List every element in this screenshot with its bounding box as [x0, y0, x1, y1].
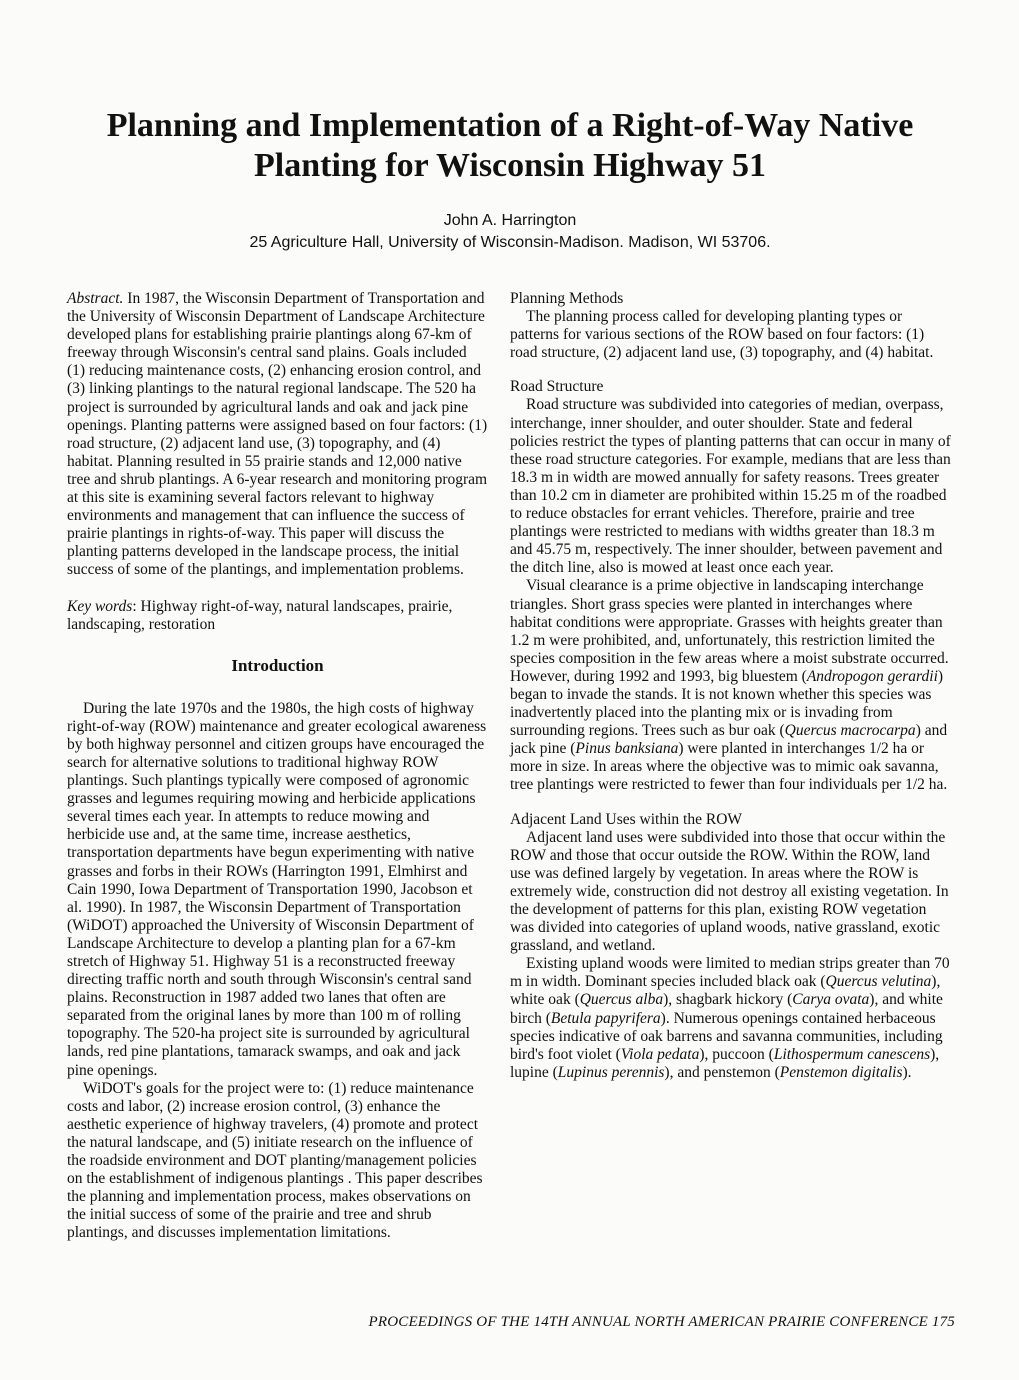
keywords-label: Key words [67, 597, 133, 615]
adjacent-land-heading: Adjacent Land Uses within the ROW [510, 810, 743, 828]
right-column [510, 290, 952, 1082]
text-run: Visual clearance is a prime objective in landscaping interchange triangles. Short grass species were planted in interchanges where habitat conditions were appropriate. Grasses with heights greater than 1.2 m were prohibited, and, unfortunately, this restriction limited the species composition in the few areas where a moist substrate occurred. However, during 1992 and 1993, big bluestem ( [510, 577, 949, 685]
abstract [67, 290, 488, 580]
species-name: Quercus alba [579, 991, 664, 1009]
species-name: Viola pedata [620, 1045, 700, 1063]
planning-methods-heading: Planning Methods [510, 290, 624, 307]
text-run: ) began to invade the stands. It is not known whether this species was inadvertently placed into the planting mix or is invading from surrounding regions. Trees such as bur oak ( [510, 667, 944, 740]
title-line-1: Planning and Implementation of a Right-of-Way Native [106, 107, 914, 144]
author-name: John A. Harrington [443, 212, 577, 229]
text-run: ), white oak ( [510, 973, 941, 1009]
species-name: Pinus banksiana [575, 740, 679, 758]
author-block [120, 210, 900, 254]
adjacent-land-paragraph-2 [510, 955, 952, 1082]
text-run: ), and white birch ( [510, 991, 943, 1027]
text-run: ) were planted in interchanges 1/2 ha or more in size. In areas where the objective was to mimic oak savanna, tree plantings were restricted to fewer than four individuals per 1/2 ha. [510, 740, 948, 794]
keywords-text: : Highway right-of-way, natural landscapes, prairie, landscaping, restoration [67, 597, 453, 633]
text-run: Existing upland woods were limited to median strips greater than 70 m in width. Dominant species included black oak ( [510, 955, 950, 991]
adjacent-land-paragraph-1: Adjacent land uses were subdivided into those that occur within the ROW and those that occur outside the ROW. Within the ROW, land use was defined largely by vegetation. In areas where the ROW is extremely wide, construction did not destroy all existing vegetation. In the development of patterns for this plan, existing ROW vegetation was divided into categories of upland woods, native grassland, exotic grassland, and wetland. [510, 828, 949, 955]
paper-title [60, 106, 960, 186]
abstract-text: In 1987, the Wisconsin Department of Transportation and the University of Wisconsin Department of Landscape Architecture developed plans for establishing prairie plantings along 67-km of freeway through Wisconsin's central sand plains. Goals included (1) reducing maintenance costs, (2) enhancing erosion control, and (3) linking plantings to the natural regional landscape. The 520 ha project is surrounded by agricultural lands and oak and jack pine openings. Planting patterns were assigned based on four factors: (1) road structure, (2) adjacent land use, (3) topography, and (4) habitat. Planning resulted in 55 prairie stands and 12,000 native tree and shrub plantings. A 6-year research and monitoring program at this site is examining several factors relevant to highway environments and management that can influence the success of prairie plantings in rights-of-way. This paper will discuss the planting patterns developed in the landscape process, the initial success of some of the plantings, and implementation problems. [67, 290, 488, 579]
road-structure-paragraph-2 [510, 577, 952, 794]
species-name: Andropogon gerardii [806, 667, 938, 685]
text-run: ), shagbark hickory ( [663, 991, 793, 1009]
species-name: Betula papyrifera [550, 1009, 661, 1027]
text-run: ). [902, 1063, 912, 1081]
road-structure-paragraph-1: Road structure was subdivided into categories of median, overpass, interchange, inner shoulder, and outer shoulder. State and federal policies restrict the types of planting patterns that can occur in many of these road structure categories. For example, medians that are less than 18.3 m in width are mowed annually for safety reasons. Trees greater than 10.2 cm in diameter are prohibited within 15.25 m of the roadbed to reduce obstacles for errant vehicles. Therefore, prairie and tree plantings were restricted to medians with widths greater than 18.3 m and 45.75 m, respectively. The inner shoulder, between pavement and the ditch line, also is mowed at least once each year. [510, 396, 951, 577]
page-footer: PROCEEDINGS OF THE 14TH ANNUAL NORTH AMERICAN PRAIRIE CONFERENCE 175 [368, 1314, 955, 1330]
introduction-heading: Introduction [231, 655, 324, 675]
text-run: ) and jack pine ( [510, 722, 948, 758]
road-structure-heading: Road Structure [510, 378, 604, 396]
species-name: Quercus velutina [825, 973, 932, 991]
text-run: ). Numerous openings contained herbaceous species indicative of oak barrens and savanna communities, including bird's foot violet ( [510, 1009, 943, 1063]
left-column [67, 290, 488, 1243]
species-name: Lupinus perennis [557, 1063, 665, 1081]
abstract-label: Abstract. [67, 290, 124, 307]
title-line-2: Planting for Wisconsin Highway 51 [254, 147, 766, 184]
introduction-paragraph-1: During the late 1970s and the 1980s, the high costs of highway right-of-way (ROW) maintenance and greater ecological awareness by both highway personnel and citizen groups have encouraged the search for alternative solutions to traditional highway ROW plantings. Such plantings typically were composed of agronomic grasses and legumes requiring mowing and herbicide applications several times each year. In attempts to reduce mowing and herbicide use and, at the same time, increase aesthetics, transportation departments have begun experimenting with native grasses and forbs in their ROWs (Harrington 1991, Elmhirst and Cain 1990, Iowa Department of Transportation 1990, Jacobson et al. 1990). In 1987, the Wisconsin Department of Transportation (WiDOT) approached the University of Wisconsin Department of Landscape Architecture to develop a planting plan for a 67-km stretch of Highway 51. Highway 51 is a reconstructed freeway directing traffic north and south through Wisconsin's central sand plains. Reconstruction in 1987 added two lanes that often are separated from the original lanes by more than 100 m of rolling topography. The 520-ha project site is surrounded by agricultural lands, red pine plantations, tamarack swamps, and oak and jack pine openings. [67, 699, 487, 1079]
keywords [67, 598, 488, 634]
species-name: Carya ovata [792, 991, 870, 1009]
species-name: Penstemon digitalis [779, 1063, 903, 1081]
text-run: ), lupine ( [510, 1045, 940, 1081]
planning-methods-paragraph: The planning process called for developing planting types or patterns for various sections of the ROW based on four factors: (1) road structure, (2) adjacent land use, (3) topography, and (4) habitat. [510, 308, 934, 362]
species-name: Quercus macrocarpa [784, 722, 916, 740]
text-run: ), and penstemon ( [664, 1063, 780, 1081]
author-affiliation: 25 Agriculture Hall, University of Wisconsin-Madison. Madison, WI 53706. [249, 234, 771, 251]
species-name: Lithospermum canescens [773, 1045, 931, 1063]
text-run: ), puccoon ( [699, 1045, 774, 1063]
introduction-paragraph-2: WiDOT's goals for the project were to: (1) reduce maintenance costs and labor, (2) increase erosion control, (3) enhance the aesthetic experience of highway travelers, (4) promote and protect the natural landscape, and (5) initiate research on the influence of the roadside environment and DOT planting/management policies on the establishment of indigenous plantings . This paper describes the planning and implementation process, makes observations on the initial success of some of the prairie and tree and shrub plantings, and discusses implementation limitations. [67, 1079, 483, 1242]
